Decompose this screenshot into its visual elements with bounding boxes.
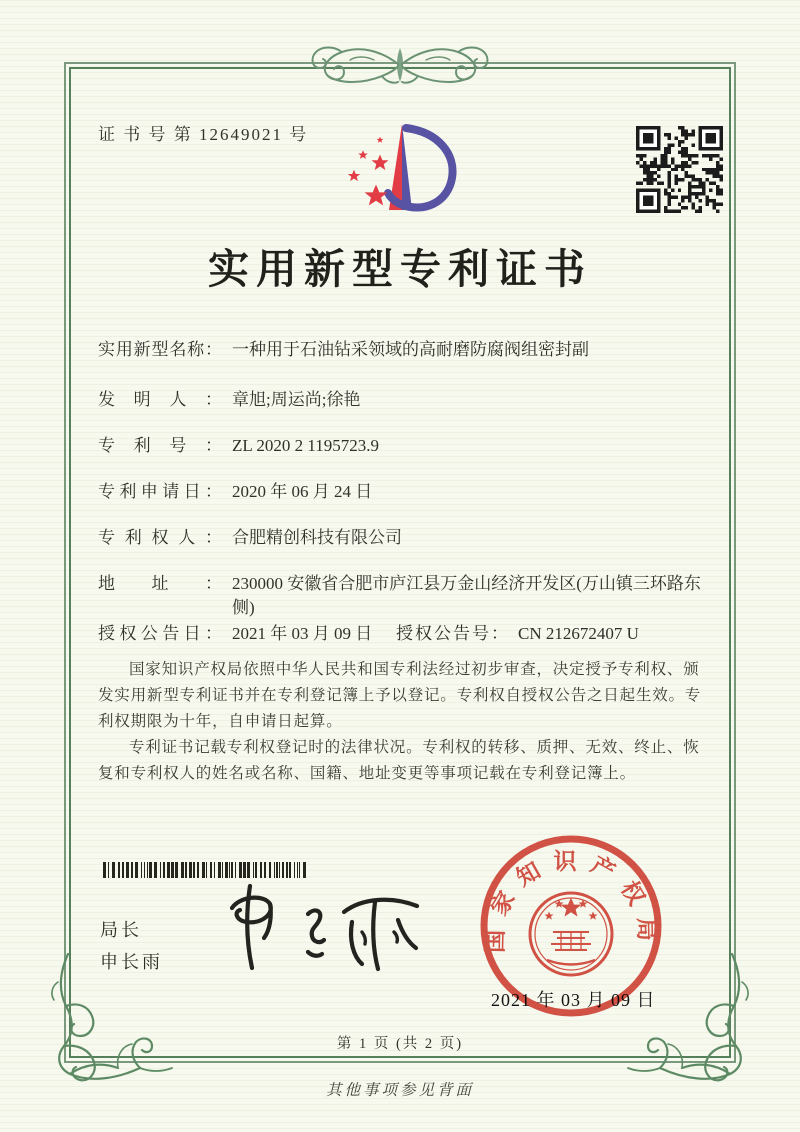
official-seal [477,832,665,1020]
field-label: 发明人： [98,390,222,409]
certificate-title: 实用新型专利证书 [208,246,592,292]
qr-code [636,126,723,213]
field-label: 授权公告日： [98,624,222,643]
field-row-grant [98,622,704,646]
field-row-name [98,338,704,362]
field-row-address [98,572,704,620]
back-side-note: 其他事项参见背面 [325,1082,474,1099]
field-row-patent-no [98,434,704,458]
commissioner-signature-icon [212,872,427,977]
field-row-filing-date [98,480,704,504]
field-row-patentee [98,526,704,550]
field-value: 230000 安徽省合肥市庐江县万金山经济开发区(万山镇三环路东侧) [232,574,701,617]
seal-date: 2021 年 03 月 09 日 [491,990,656,1010]
field-value: 一种用于石油钻采领域的高耐磨防腐阀组密封副 [232,340,589,359]
field-value: 2021 年 03 月 09 日 [232,624,373,643]
field-value: 章旭;周运尚;徐艳 [232,390,361,409]
field-label: 专利号： [98,436,222,455]
field-label: 地址： [98,574,222,593]
field-row-inventor [98,388,704,412]
field-label: 专利申请日： [98,482,222,501]
legal-paragraph-2: 专利证书记载专利权登记时的法律状况。专利权的转移、质押、无效、终止、恢复和专利权人的姓名或名称、国籍、地址变更等事项记载在专利登记簿上。 [98,739,700,782]
field-label: 实用新型名称： [98,340,222,359]
field-value: ZL 2020 2 1195723.9 [232,436,380,455]
seal-arc-text: 国家知识产权局 [482,849,660,954]
field-value: 2020 年 06 月 24 日 [232,482,373,501]
commissioner-label: 局长 [100,920,142,940]
field-label: 授权公告号： [396,624,508,643]
field-value: CN 212672407 U [518,624,639,643]
certificate-number: 证 书 号 第 12649021 号 [98,125,309,144]
legal-text [98,657,704,787]
top-border-ornament-icon [290,38,510,90]
commissioner-name: 申长雨 [100,952,163,972]
cnipa-logo-icon [336,110,466,228]
page-number: 第 1 页 (共 2 页) [336,1036,464,1052]
legal-paragraph-1: 国家知识产权局依照中华人民共和国专利法经过初步审查，决定授予专利权、颁发实用新型专利证书并在专利登记簿上予以登记。专利权自授权公告之日起生效。专利权期限为十年，自申请日起算。 [98,661,702,730]
field-label: 专利权人： [98,528,222,547]
field-value: 合肥精创科技有限公司 [232,528,402,547]
